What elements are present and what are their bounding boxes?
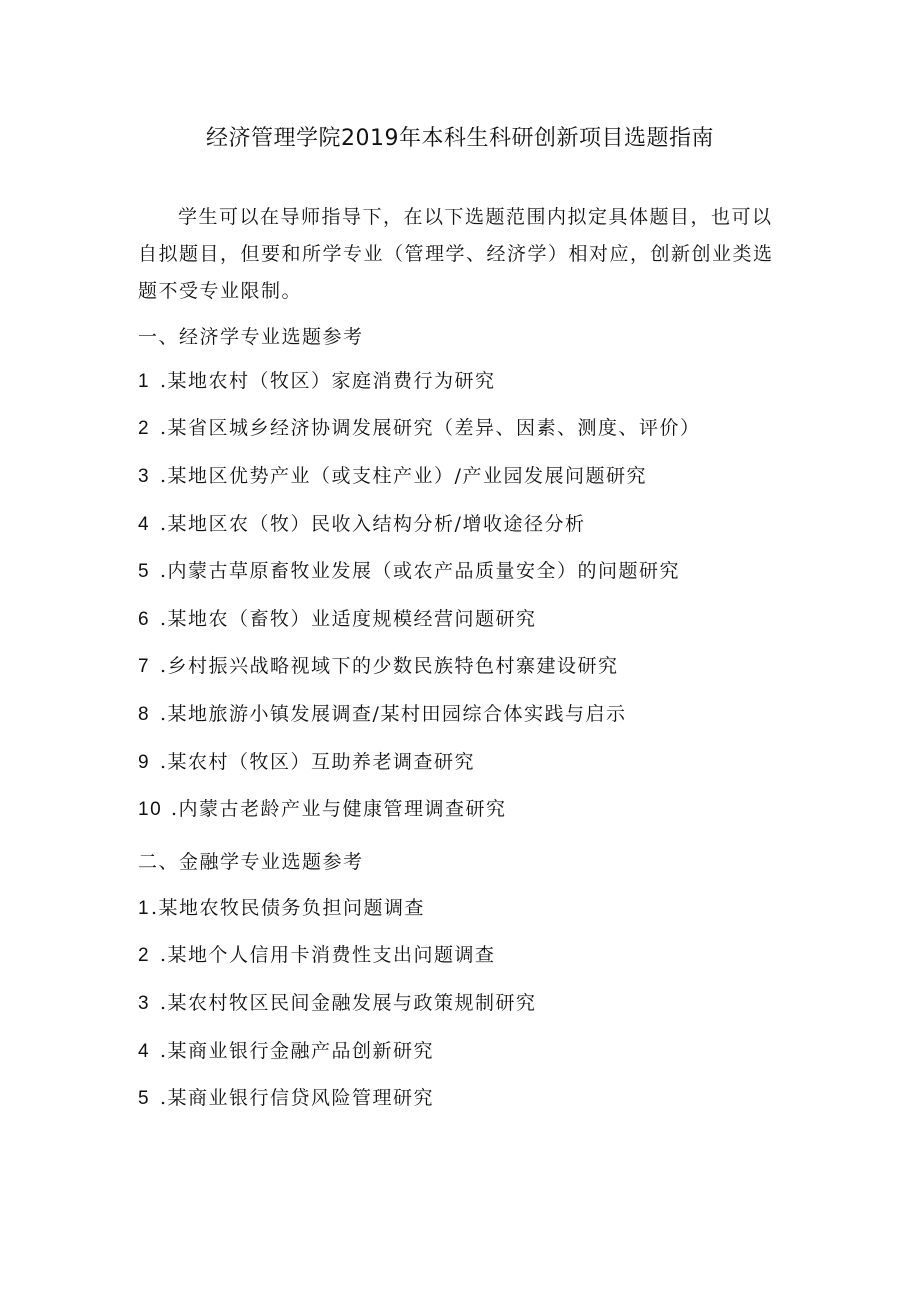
item-number: 4: [138, 1041, 151, 1062]
item-number: 10: [138, 799, 163, 820]
item-number: 6: [138, 609, 151, 630]
section-heading-finance: 二、金融学专业选题参考: [138, 851, 364, 873]
list-item: [138, 701, 626, 728]
item-text: .某地个人信用卡消费性支出问题调查: [160, 944, 496, 966]
list-item: [138, 942, 496, 969]
item-text: .某商业银行金融产品创新研究: [160, 1040, 435, 1062]
item-text: .内蒙古草原畜牧业发展（或农产品质量安全）的问题研究: [160, 560, 681, 582]
item-text: .内蒙古老龄产业与健康管理调查研究: [171, 798, 507, 820]
list-item: [138, 796, 507, 823]
item-text: .某地旅游小镇发展调查/某村田园综合体实践与启示: [160, 703, 627, 725]
item-number: 2: [138, 945, 151, 966]
item-number: 8: [138, 704, 151, 725]
list-item: [138, 415, 701, 442]
list-item: [138, 749, 475, 776]
list-item: [138, 368, 496, 395]
list-item: [138, 653, 619, 680]
item-number: 1: [138, 371, 151, 392]
list-item: [138, 511, 585, 538]
item-number: 1: [138, 898, 151, 919]
item-number: 7: [138, 656, 151, 677]
item-number: 3: [138, 993, 151, 1014]
item-text: .乡村振兴战略视域下的少数民族特色村寨建设研究: [160, 655, 619, 677]
item-text: .某地区优势产业（或支柱产业）/产业园发展问题研究: [160, 465, 647, 487]
item-text: .某省区城乡经济协调发展研究（差异、因素、测度、评价）: [160, 417, 701, 439]
item-number: 4: [138, 514, 151, 535]
item-text: .某农村牧区民间金融发展与政策规制研究: [160, 992, 537, 1014]
item-text: .某地农（畜牧）业适度规模经营问题研究: [160, 608, 537, 630]
item-text: .某地农村（牧区）家庭消费行为研究: [160, 370, 496, 392]
list-item: [138, 1038, 434, 1065]
list-item: [138, 1085, 434, 1112]
list-item: [138, 606, 537, 633]
list-item: [138, 990, 537, 1017]
list-item: [138, 463, 647, 490]
item-number: 5: [138, 561, 151, 582]
item-number: 2: [138, 418, 151, 439]
list-item: [138, 895, 425, 922]
section-heading-economics: 一、经济学专业选题参考: [138, 326, 364, 348]
item-text: .某商业银行信贷风险管理研究: [160, 1087, 435, 1109]
list-item: [138, 558, 680, 585]
intro-paragraph: 学生可以在导师指导下，在以下选题范围内拟定具体题目，也可以自拟题目，但要和所学专业（管理学、经济学）相对应，创新创业类选题不受专业限制。: [138, 206, 774, 302]
item-number: 3: [138, 466, 151, 487]
item-text: .某地农牧民债务负担问题调查: [151, 897, 426, 919]
item-text: .某地区农（牧）民收入结构分析/增收途径分析: [160, 513, 586, 535]
item-number: 5: [138, 1088, 151, 1109]
document-title: 经济管理学院2019年本科生科研创新项目选题指南: [206, 126, 714, 151]
item-number: 9: [138, 752, 151, 773]
item-text: .某农村（牧区）互助养老调查研究: [160, 751, 476, 773]
